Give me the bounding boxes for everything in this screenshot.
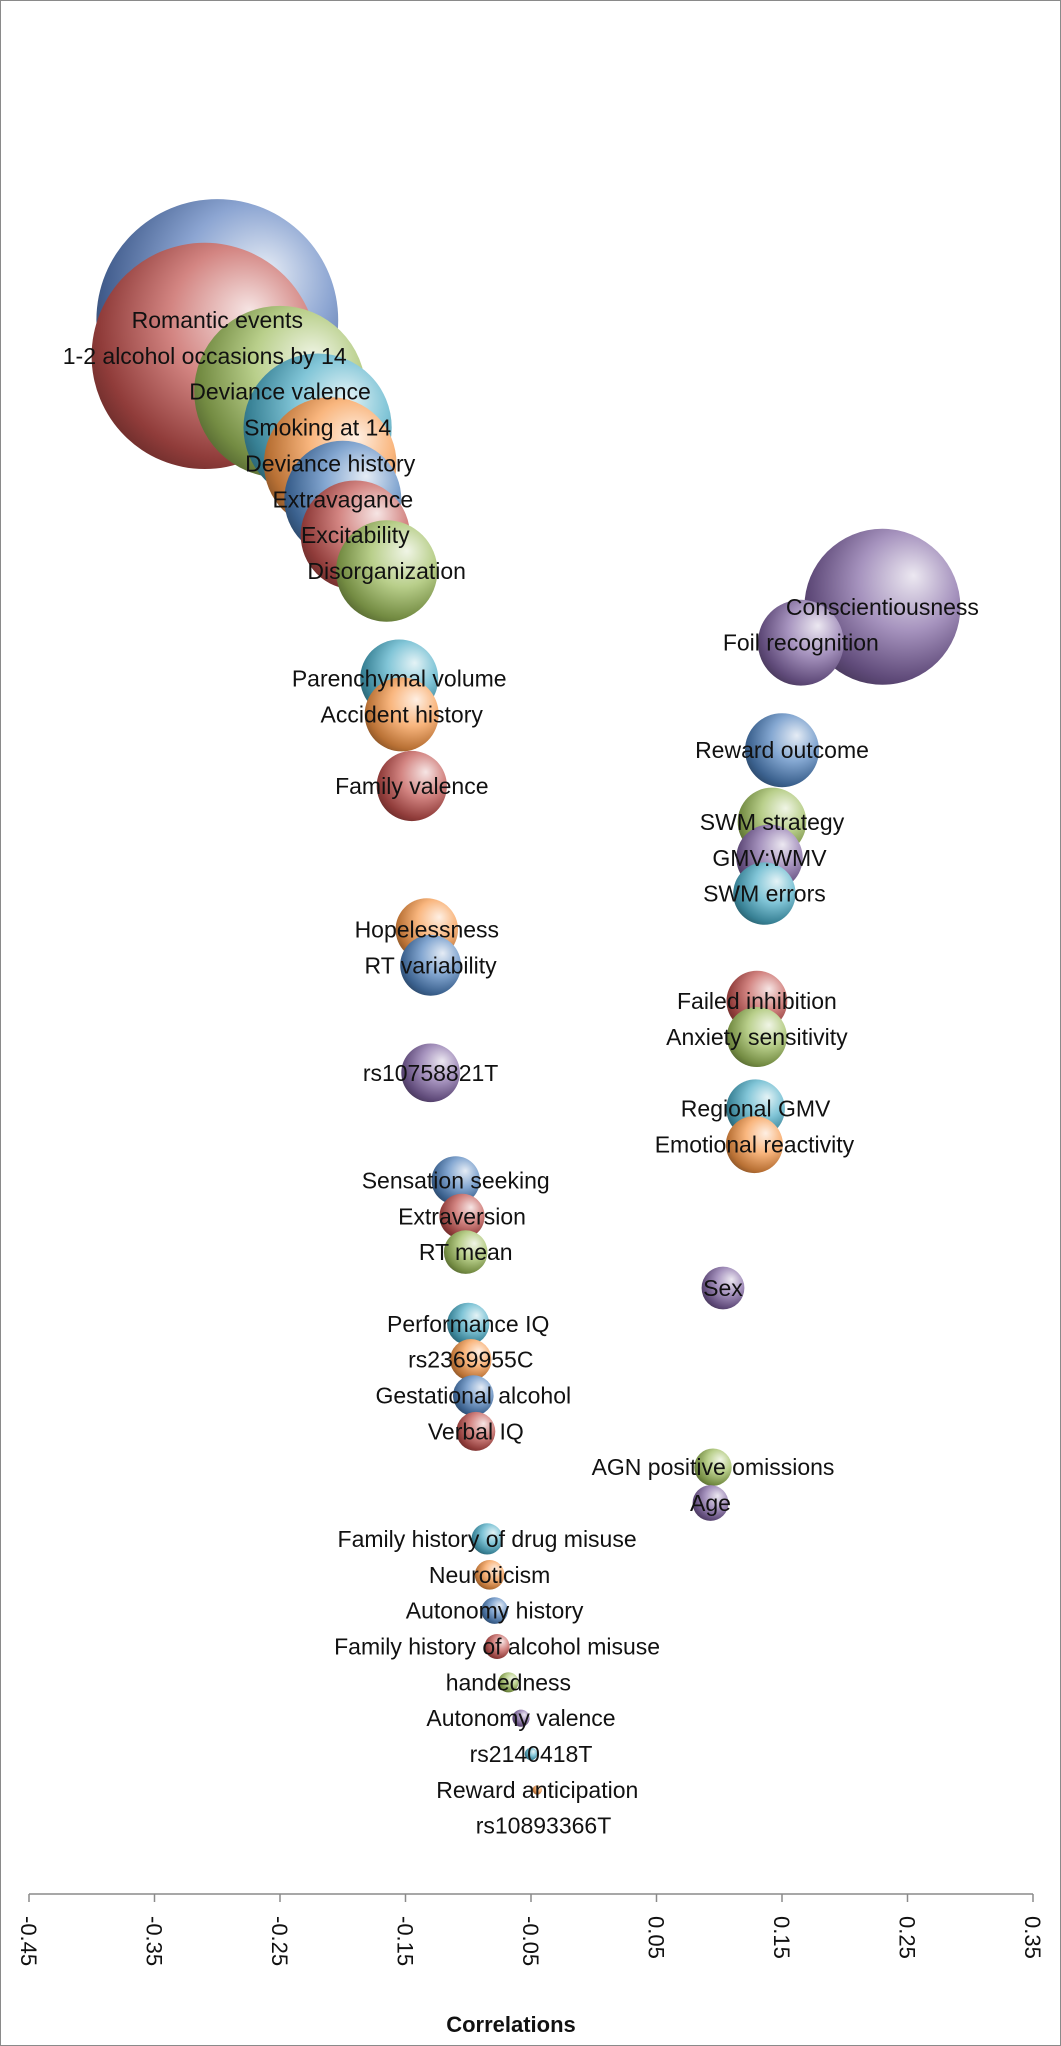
bubble-label: Conscientiousness (785, 593, 979, 620)
bubble-label: Autonomy history (405, 1597, 584, 1624)
bubble-label: rs10758821T (362, 1059, 499, 1086)
bubble-label: GMV:WMV (712, 844, 827, 871)
bubble-label: Reward outcome (695, 737, 869, 764)
x-tick-label: 0.15 (769, 1916, 794, 1959)
bubble-label: SWM strategy (699, 808, 845, 835)
bubble-label: Autonomy valence (426, 1705, 616, 1732)
label-layer (63, 307, 979, 1839)
bubble-label: Disorganization (307, 558, 466, 584)
bubble-label: Emotional reactivity (654, 1131, 855, 1158)
bubble-label: Gestational alcohol (375, 1382, 572, 1409)
bubble-label: SWM errors (703, 880, 826, 907)
bubble-label: rs2369955C (408, 1346, 534, 1373)
bubble-label: Extravagance (272, 486, 414, 513)
bubble-label: Anxiety sensitivity (666, 1024, 848, 1050)
bubble-label: Family history of alcohol misuse (334, 1633, 661, 1660)
x-tick-label: -0.25 (267, 1916, 292, 1967)
bubble-label: Foil recognition (722, 629, 879, 656)
x-tick-label: 0.35 (1020, 1916, 1045, 1959)
bubble-label: Neuroticism (428, 1561, 551, 1588)
bubble-label: RT mean (418, 1239, 513, 1266)
bubble-label: Sex (703, 1275, 743, 1301)
bubble-label: Family valence (335, 773, 489, 799)
x-axis (16, 1894, 1045, 1966)
x-axis-title: Correlations (446, 2012, 576, 2037)
bubble-label: Age (690, 1490, 731, 1516)
bubble-label: handedness (445, 1669, 572, 1696)
bubble-label: rs2140418T (469, 1741, 593, 1767)
x-tick-label: -0.15 (392, 1916, 418, 1967)
bubble-label: RT variability (364, 952, 497, 979)
bubble-label: rs10893366T (475, 1812, 612, 1839)
bubble-label: Hopelessness (354, 916, 500, 943)
bubble-label: Verbal IQ (427, 1418, 524, 1445)
bubble-label: Accident history (320, 701, 483, 728)
bubble-label: Smoking at 14 (244, 414, 392, 441)
bubble-label: Deviance valence (189, 378, 371, 405)
bubble-label: Deviance history (245, 450, 416, 477)
x-tick-label: -0.45 (16, 1916, 41, 1967)
bubble-label: Sensation seeking (361, 1167, 550, 1194)
bubble-label: Family history of drug misuse (337, 1525, 637, 1552)
x-tick-label: -0.05 (518, 1916, 543, 1967)
bubble-label: Extraversion (398, 1203, 526, 1230)
bubble-label: 1-2 alcohol occasions by 14 (62, 342, 347, 369)
x-tick-label: 0.05 (643, 1916, 669, 1959)
bubble-label: Parenchymal volume (291, 665, 507, 692)
bubble-label: Regional GMV (680, 1095, 831, 1122)
x-tick-label: 0.25 (894, 1916, 920, 1959)
x-tick-label: -0.35 (141, 1916, 167, 1967)
bubble-label: AGN positive omissions (591, 1454, 835, 1481)
bubble-label: Romantic events (131, 307, 303, 333)
bubble-label: Excitability (300, 522, 410, 549)
bubble-label: Performance IQ (387, 1310, 550, 1337)
bubble-label: Reward anticipation (436, 1776, 639, 1803)
bubble-label: Failed inhibition (676, 988, 837, 1015)
